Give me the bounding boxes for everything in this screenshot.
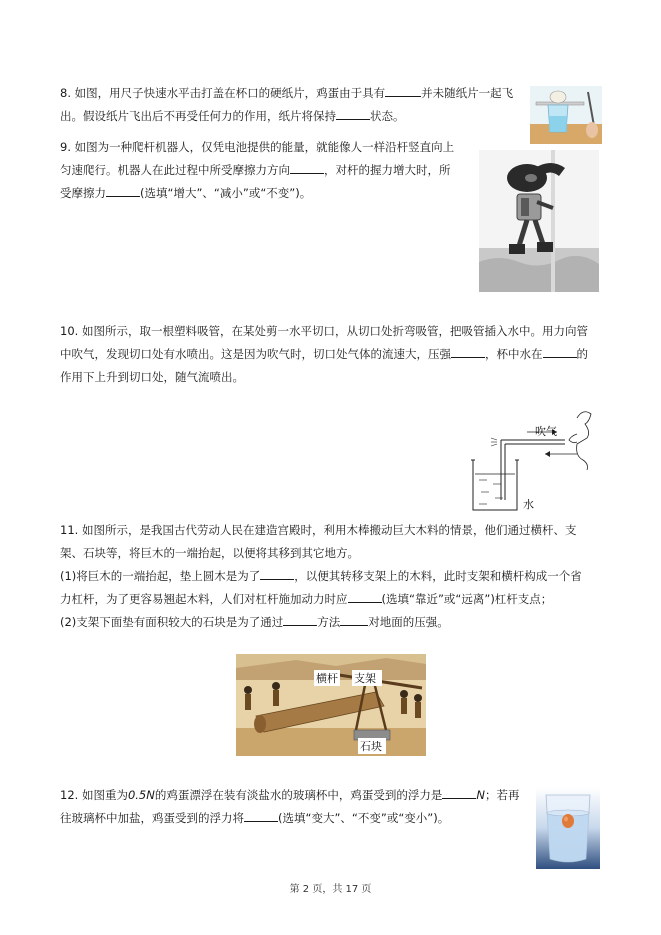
answer-blank[interactable] [336, 107, 370, 120]
q12-unit: N [476, 788, 485, 802]
q10-line-1: 10. 如图所示，取一根塑料吸管，在某处剪一水平切口，从切口处折弯吸管，把吸管插入水中。用力向管 [60, 324, 588, 338]
q11-text: (2)支架下面垫有面积较大的石块是为了通过 [60, 615, 284, 629]
answer-blank[interactable] [283, 613, 317, 626]
q12-text: (选填“变大”、“不变”或“变小”)。 [278, 811, 450, 825]
q10-text: 中吹气，发现切口处有水喷出。这是因为吹气时，切口处气体的流速大，压强 [60, 347, 451, 361]
q11-text: 力杠杆，为了更容易翘起木料，人们对杠杆施加动力时应 [60, 592, 348, 606]
q12-text: 12. 如图重为 [60, 788, 128, 802]
q11-text: 方法 [317, 615, 341, 629]
answer-blank[interactable] [543, 345, 577, 358]
q9-text: 受摩擦力 [60, 186, 106, 200]
answer-blank[interactable] [340, 613, 368, 626]
question-10 [60, 320, 600, 389]
q11-line-4 [60, 588, 600, 611]
q12-line-1 [60, 784, 600, 807]
q11-text: 对地面的压强。 [368, 615, 449, 629]
answer-blank[interactable] [290, 161, 324, 174]
q9-robot-figure [479, 150, 599, 292]
q9-text: ，对杆的握力增大时，所 [324, 163, 451, 177]
q9-text: (选填“增大”、“减小”或“不变”)。 [140, 186, 312, 200]
q8-line-1 [60, 82, 600, 105]
question-8 [60, 82, 600, 128]
q12-text: 的鸡蛋漂浮在装有淡盐水的玻璃杯中，鸡蛋受到的浮力是 [154, 788, 443, 802]
q8-text: 8. 如图，用尺子快速水平击打盖在杯口的硬纸片，鸡蛋由于具有 [60, 86, 386, 100]
q10-line-2 [60, 343, 600, 366]
answer-blank[interactable] [348, 590, 382, 603]
q8-text: 状态。 [370, 109, 405, 123]
question-11 [60, 519, 600, 634]
question-12 [60, 784, 600, 830]
page-footer: 第 2 页，共 17 页 [289, 884, 372, 895]
q10-text: 的 [576, 347, 588, 361]
answer-blank[interactable] [244, 809, 278, 822]
q11-lever-figure [236, 654, 426, 756]
q10-label-water: 水 [523, 498, 534, 511]
q11-line-1: 11. 如图所示，是我国古代劳动人民在建造宫殿时，利用木棒搬动巨大木料的情景，他们通过横杆、支 [60, 523, 577, 537]
q12-weight-value: 0.5N [127, 788, 155, 802]
q12-egg-glass-figure [536, 787, 600, 869]
q8-text: 并未随纸片一起飞 [421, 86, 514, 100]
q8-line-2 [60, 105, 600, 128]
answer-blank[interactable] [451, 345, 485, 358]
q10-straw-figure [465, 404, 605, 514]
answer-blank[interactable] [385, 84, 421, 97]
q11-label-support: 支架 [354, 672, 376, 685]
q11-text: (选填“靠近”或“远离”)杠杆支点； [381, 592, 553, 606]
q12-line-2 [60, 807, 600, 830]
q11-line-5 [60, 611, 600, 634]
q11-line-3 [60, 565, 600, 588]
q12-text: 往玻璃杯中加盐，鸡蛋受到的浮力将 [60, 811, 244, 825]
q8-text: 出。假设纸片飞出后不再受任何力的作用，纸片将保持 [60, 109, 336, 123]
answer-blank[interactable] [106, 184, 140, 197]
q11-label-stone: 石块 [360, 740, 382, 753]
q11-text: (1)将巨木的一端抬起，垫上圆木是为了 [60, 569, 261, 583]
q11-line-2: 架、石块等，将巨木的一端抬起，以便将其移到其它地方。 [60, 546, 359, 560]
answer-blank[interactable] [260, 567, 294, 580]
q10-line-3: 作用下上升到切口处，随气流喷出。 [60, 370, 244, 384]
q9-text: 匀速爬行。机器人在此过程中所受摩擦力方向 [60, 163, 290, 177]
q11-label-lever: 横杆 [316, 672, 338, 685]
answer-blank[interactable] [442, 786, 476, 799]
q10-label-blow: 吹气 [535, 425, 557, 438]
q12-text: ；若再 [484, 788, 520, 802]
q11-text: ，以便其转移支架上的木料，此时支架和横杆构成一个省 [294, 569, 582, 583]
q10-text: ，杯中水在 [485, 347, 543, 361]
q9-line-1: 9. 如图为一种爬杆机器人，仅凭电池提供的能量，就能像人一样沿杆竖直向上 [60, 140, 455, 154]
